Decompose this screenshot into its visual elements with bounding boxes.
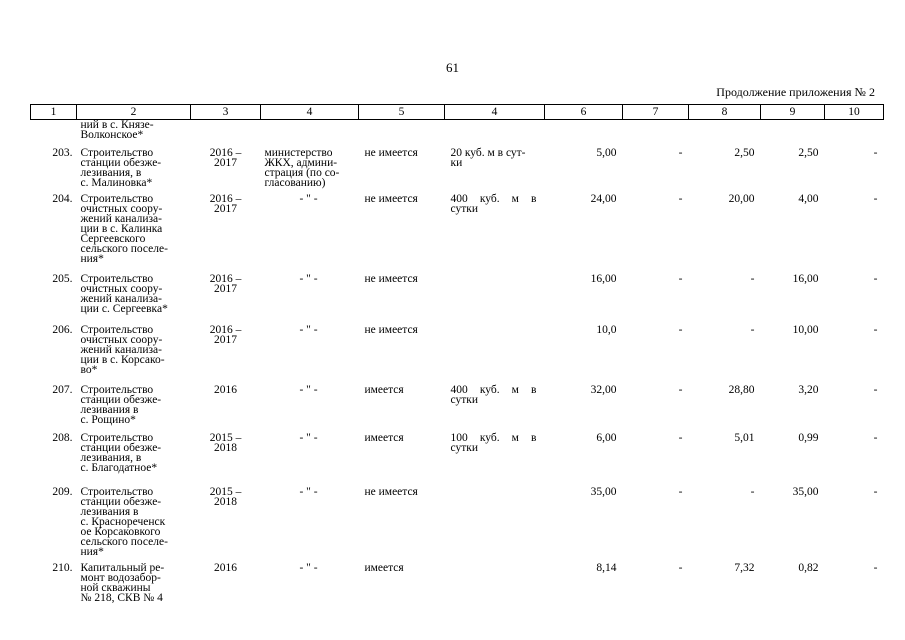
column-10-cell: - xyxy=(873,485,878,498)
table-row xyxy=(31,148,884,194)
project-name-line: с. Малиновка* xyxy=(80,176,153,189)
project-name-line: сельского поселе- xyxy=(80,535,168,548)
project-name-line: Строительство xyxy=(80,272,154,285)
executor-cell xyxy=(261,120,359,148)
column-number-header: 3 xyxy=(191,105,261,120)
column-10-cell xyxy=(825,120,884,148)
total-amount-cell xyxy=(545,120,623,148)
project-name-line: ния* xyxy=(80,252,104,265)
column-7-cell: - xyxy=(678,146,683,159)
capacity-line: 400 куб. м в xyxy=(450,192,537,205)
project-name-line: ний в с. Князе- xyxy=(80,119,154,131)
column-8-cell: - xyxy=(750,323,755,336)
executor-line: - " - xyxy=(299,561,318,574)
column-9-cell: 16,00 xyxy=(792,272,819,285)
project-name-line: Строительство xyxy=(80,383,154,396)
project-name-line: Строительство xyxy=(80,485,154,498)
total-amount-cell: 32,00 xyxy=(590,383,617,396)
availability-status-cell: не имеется xyxy=(364,323,418,336)
capacity-cell xyxy=(445,274,545,325)
years-line: 2015 – xyxy=(209,485,242,498)
table-row xyxy=(31,487,884,563)
years-line: 2018 xyxy=(214,495,237,508)
column-number-header: 10 xyxy=(825,105,884,120)
project-name-line: ной скважины xyxy=(80,581,151,594)
executor-cell xyxy=(261,148,359,194)
column-number-header: 7 xyxy=(623,105,689,120)
row-number-cell: 205. xyxy=(52,272,73,285)
availability-status-cell: не имеется xyxy=(364,192,418,205)
years-line: 2016 – xyxy=(209,192,242,205)
project-name-line: с. Благодатное* xyxy=(80,461,158,474)
project-name-line: жений канализа- xyxy=(80,292,162,305)
column-7-cell: - xyxy=(678,431,683,444)
project-name-line: жений канализа- xyxy=(80,343,162,356)
column-9-cell: 0,82 xyxy=(798,561,819,574)
project-name-line: станции обезже- xyxy=(80,393,162,406)
executor-line: - " - xyxy=(299,383,318,396)
table-row xyxy=(31,385,884,433)
years-line: 2018 xyxy=(214,441,237,454)
executor-line: ЖКХ, админи- xyxy=(264,156,338,169)
column-7-cell: - xyxy=(678,383,683,396)
years-line: 2017 xyxy=(214,282,237,295)
column-number-header: 4 xyxy=(445,105,545,120)
years-cell xyxy=(191,325,261,385)
capacity-cell xyxy=(445,325,545,385)
project-name-line: ции в с. Калинка xyxy=(80,222,163,235)
project-name-line: № 218, СКВ № 4 xyxy=(80,591,163,604)
total-amount-cell: 5,00 xyxy=(596,146,617,159)
years-line: 2017 xyxy=(214,202,237,215)
project-name-line: Строительство xyxy=(80,323,154,336)
column-7-cell: - xyxy=(678,272,683,285)
row-number-cell: 209. xyxy=(52,485,73,498)
executor-line: - " - xyxy=(299,485,318,498)
column-10-cell: - xyxy=(873,383,878,396)
total-amount-cell: 35,00 xyxy=(590,485,617,498)
executor-line: - " - xyxy=(299,323,318,336)
capacity-line: 20 куб. м в сут- xyxy=(450,146,526,159)
project-name-line: Сергеевского xyxy=(80,232,146,245)
executor-cell xyxy=(261,194,359,274)
total-amount-cell: 10,0 xyxy=(596,323,617,336)
project-name-line: ции с. Сергеевка* xyxy=(80,302,168,315)
column-10-cell: - xyxy=(873,431,878,444)
availability-status-cell: не имеется xyxy=(364,146,418,159)
table-row xyxy=(31,274,884,325)
capacity-cell xyxy=(445,487,545,563)
availability-status-cell: имеется xyxy=(364,561,404,574)
project-name-line: станции обезже- xyxy=(80,495,162,508)
capacity-line: 400 куб. м в xyxy=(450,383,537,396)
column-10-cell: - xyxy=(873,323,878,336)
project-name-line: во* xyxy=(80,363,98,376)
capacity-line: сутки xyxy=(450,441,478,454)
total-amount-cell: 8,14 xyxy=(596,561,617,574)
column-8-cell xyxy=(689,120,761,148)
years-cell xyxy=(191,148,261,194)
column-10-cell: - xyxy=(873,192,878,205)
executor-cell xyxy=(261,563,359,609)
table-row xyxy=(31,433,884,487)
years-line: 2016 – xyxy=(209,323,242,336)
column-9-cell: 0,99 xyxy=(798,431,819,444)
row-number-cell xyxy=(31,120,77,148)
column-number-header: 9 xyxy=(761,105,825,120)
row-number-cell: 204. xyxy=(52,192,73,205)
capacity-cell xyxy=(445,194,545,274)
column-7-cell: - xyxy=(678,323,683,336)
column-7-cell xyxy=(623,120,689,148)
executor-line: - " - xyxy=(299,431,318,444)
project-name-cell xyxy=(77,120,191,148)
availability-status-cell: имеется xyxy=(364,383,404,396)
project-name-line: очистных соору- xyxy=(80,333,163,346)
project-name-line: станции обезже- xyxy=(80,441,162,454)
column-9-cell: 2,50 xyxy=(798,146,819,159)
years-cell xyxy=(191,194,261,274)
column-9-cell: 35,00 xyxy=(792,485,819,498)
column-8-cell: 20,00 xyxy=(728,192,755,205)
column-number-header: 6 xyxy=(545,105,623,120)
row-number-cell: 208. xyxy=(52,431,73,444)
column-8-cell: - xyxy=(750,272,755,285)
column-9-cell: 3,20 xyxy=(798,383,819,396)
project-name-line: с. Рощино* xyxy=(80,413,136,426)
appendix-table-container xyxy=(30,104,883,609)
column-8-cell: 28,80 xyxy=(728,383,755,396)
executor-line: - " - xyxy=(299,192,318,205)
column-7-cell: - xyxy=(678,192,683,205)
column-10-cell: - xyxy=(873,146,878,159)
years-line: 2016 xyxy=(214,383,237,396)
appendix-table xyxy=(30,104,884,609)
project-name-cell xyxy=(77,194,191,274)
project-name-cell xyxy=(77,487,191,563)
table-row xyxy=(31,325,884,385)
project-name-line: Строительство xyxy=(80,146,154,159)
executor-cell xyxy=(261,433,359,487)
years-cell xyxy=(191,274,261,325)
executor-line: гласованию) xyxy=(264,176,326,189)
project-name-line: лезивания, в xyxy=(80,451,142,464)
project-name-line: лезивания, в xyxy=(80,166,142,179)
project-name-line: станции обезже- xyxy=(80,156,162,169)
capacity-cell xyxy=(445,433,545,487)
column-number-header: 1 xyxy=(31,105,77,120)
column-8-cell: 2,50 xyxy=(734,146,755,159)
executor-cell xyxy=(261,487,359,563)
project-name-line: Строительство xyxy=(80,431,154,444)
capacity-line: ки xyxy=(450,156,463,169)
capacity-cell xyxy=(445,120,545,148)
project-name-line: лезивания в xyxy=(80,403,139,416)
project-name-line: монт водозабор- xyxy=(80,571,161,584)
column-number-header: 8 xyxy=(689,105,761,120)
row-number-cell: 203. xyxy=(52,146,73,159)
column-10-cell: - xyxy=(873,561,878,574)
table-row xyxy=(31,194,884,274)
column-10-cell: - xyxy=(873,272,878,285)
availability-status-cell: имеется xyxy=(364,431,404,444)
project-name-cell xyxy=(77,148,191,194)
project-name-line: очистных соору- xyxy=(80,282,163,295)
table-row xyxy=(31,120,884,148)
capacity-cell xyxy=(445,385,545,433)
project-name-line: ое Корсаковкого xyxy=(80,525,161,538)
project-name-cell xyxy=(77,563,191,609)
project-name-line: Волконское* xyxy=(80,129,144,141)
years-line: 2016 – xyxy=(209,272,242,285)
project-name-line: с. Краснореченск xyxy=(80,515,166,528)
years-line: 2016 xyxy=(214,561,237,574)
capacity-line: сутки xyxy=(450,393,478,406)
project-name-line: жений канализа- xyxy=(80,212,162,225)
years-cell xyxy=(191,433,261,487)
years-cell xyxy=(191,385,261,433)
total-amount-cell: 24,00 xyxy=(590,192,617,205)
capacity-line: 100 куб. м в xyxy=(450,431,537,444)
years-line: 2015 – xyxy=(209,431,242,444)
column-8-cell: 7,32 xyxy=(734,561,755,574)
executor-line: министерство xyxy=(264,146,333,159)
years-cell xyxy=(191,563,261,609)
project-name-line: сельского поселе- xyxy=(80,242,168,255)
row-number-cell: 207. xyxy=(52,383,73,396)
column-number-header-row xyxy=(31,105,884,120)
project-name-line: лезивания в xyxy=(80,505,139,518)
project-name-line: ции в с. Корсако- xyxy=(80,353,165,366)
column-9-cell xyxy=(761,120,825,148)
executor-line: - " - xyxy=(299,272,318,285)
project-name-line: очистных соору- xyxy=(80,202,163,215)
project-name-line: ния* xyxy=(80,545,104,558)
column-7-cell: - xyxy=(678,485,683,498)
availability-status-cell xyxy=(359,120,445,148)
executor-cell xyxy=(261,385,359,433)
column-7-cell: - xyxy=(678,561,683,574)
table-body xyxy=(31,120,884,609)
column-number-header: 5 xyxy=(359,105,445,120)
years-line: 2016 – xyxy=(209,146,242,159)
column-9-cell: 10,00 xyxy=(792,323,819,336)
total-amount-cell: 6,00 xyxy=(596,431,617,444)
project-name-cell xyxy=(77,274,191,325)
executor-cell xyxy=(261,325,359,385)
column-number-header: 2 xyxy=(77,105,191,120)
project-name-cell xyxy=(77,325,191,385)
column-8-cell: - xyxy=(750,485,755,498)
availability-status-cell: не имеется xyxy=(364,272,418,285)
years-line: 2017 xyxy=(214,156,237,169)
project-name-line: Строительство xyxy=(80,192,154,205)
column-8-cell: 5,01 xyxy=(734,431,755,444)
years-cell xyxy=(191,487,261,563)
capacity-cell xyxy=(445,148,545,194)
years-line: 2017 xyxy=(214,333,237,346)
appendix-continuation-label: Продолжение приложения № 2 xyxy=(716,85,875,99)
column-number-header: 4 xyxy=(261,105,359,120)
project-name-cell xyxy=(77,385,191,433)
capacity-line: сутки xyxy=(450,202,478,215)
availability-status-cell: не имеется xyxy=(364,485,418,498)
project-name-line: Капитальный ре- xyxy=(80,561,165,574)
capacity-cell xyxy=(445,563,545,609)
row-number-cell: 206. xyxy=(52,323,73,336)
project-name-cell xyxy=(77,433,191,487)
column-9-cell: 4,00 xyxy=(798,192,819,205)
total-amount-cell: 16,00 xyxy=(590,272,617,285)
executor-line: страция (по со- xyxy=(264,166,340,179)
row-number-cell: 210. xyxy=(52,561,73,574)
table-row xyxy=(31,563,884,609)
executor-cell xyxy=(261,274,359,325)
page-number: 61 xyxy=(446,60,459,75)
years-cell xyxy=(191,120,261,148)
